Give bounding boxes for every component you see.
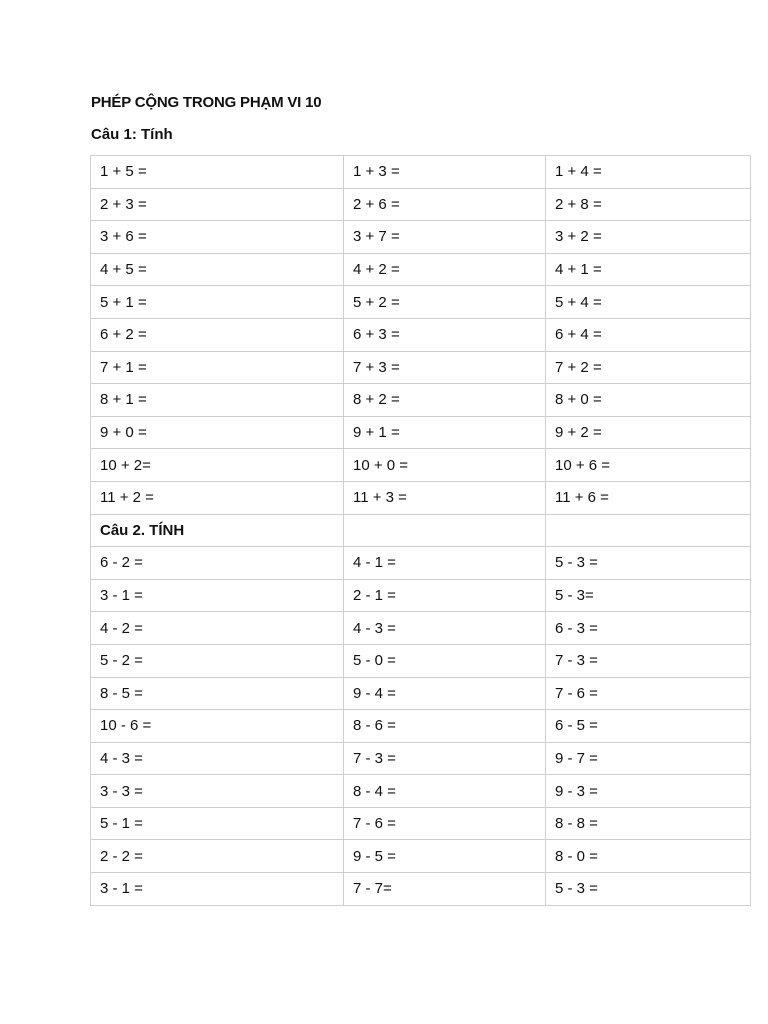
exercise-cell: 1 + 5 = bbox=[91, 156, 344, 189]
table-row bbox=[91, 416, 751, 449]
section-1-title: Câu 1: Tính bbox=[91, 126, 173, 143]
page-title: PHÉP CỘNG TRONG PHẠM VI 10 bbox=[91, 94, 322, 111]
exercise-cell: 5 + 4 = bbox=[546, 286, 751, 319]
exercise-cell: 8 + 1 = bbox=[91, 384, 344, 417]
empty-cell bbox=[546, 514, 751, 547]
exercise-cell: 11 + 6 = bbox=[546, 481, 751, 514]
exercise-cell: 3 - 3 = bbox=[91, 775, 344, 808]
exercise-cell: 7 - 6 = bbox=[546, 677, 751, 710]
exercise-cell: 8 - 0 = bbox=[546, 840, 751, 873]
table-row bbox=[91, 840, 751, 873]
exercise-cell: 5 - 3= bbox=[546, 579, 751, 612]
exercise-cell: 11 + 2 = bbox=[91, 481, 344, 514]
exercise-cell: 8 - 4 = bbox=[344, 775, 546, 808]
table-row bbox=[91, 156, 751, 189]
exercise-cell: 4 + 2 = bbox=[344, 253, 546, 286]
exercise-cell: 6 + 4 = bbox=[546, 318, 751, 351]
table-row bbox=[91, 318, 751, 351]
exercise-cell: 9 - 3 = bbox=[546, 775, 751, 808]
exercise-cell: 7 - 3 = bbox=[344, 742, 546, 775]
exercise-cell: 2 + 3 = bbox=[91, 188, 344, 221]
exercise-cell: 9 + 0 = bbox=[91, 416, 344, 449]
exercise-cell: 7 + 1 = bbox=[91, 351, 344, 384]
exercise-cell: 10 + 2= bbox=[91, 449, 344, 482]
exercise-cell: 4 - 1 = bbox=[344, 547, 546, 580]
exercise-cell: 3 + 6 = bbox=[91, 221, 344, 254]
exercise-cell: 8 - 8 = bbox=[546, 807, 751, 840]
exercise-cell: 3 + 2 = bbox=[546, 221, 751, 254]
exercise-cell: 1 + 3 = bbox=[344, 156, 546, 189]
table-row bbox=[91, 188, 751, 221]
table-row bbox=[91, 221, 751, 254]
table-row bbox=[91, 612, 751, 645]
exercise-cell: 9 - 5 = bbox=[344, 840, 546, 873]
exercise-cell: 7 - 6 = bbox=[344, 807, 546, 840]
exercise-cell: 6 - 5 = bbox=[546, 710, 751, 743]
exercise-cell: 4 + 1 = bbox=[546, 253, 751, 286]
table-row bbox=[91, 351, 751, 384]
table-row bbox=[91, 253, 751, 286]
exercise-cell: 3 + 7 = bbox=[344, 221, 546, 254]
exercise-cell: 4 + 5 = bbox=[91, 253, 344, 286]
exercise-cell: 4 - 2 = bbox=[91, 612, 344, 645]
exercise-cell: 8 - 5 = bbox=[91, 677, 344, 710]
exercise-cell: 7 - 3 = bbox=[546, 644, 751, 677]
exercise-cell: 6 - 3 = bbox=[546, 612, 751, 645]
table-row bbox=[91, 481, 751, 514]
exercise-cell: 5 - 2 = bbox=[91, 644, 344, 677]
exercise-cell: 5 - 1 = bbox=[91, 807, 344, 840]
exercise-cell: 4 - 3 = bbox=[91, 742, 344, 775]
exercise-cell: 10 + 6 = bbox=[546, 449, 751, 482]
exercise-cell: 2 - 2 = bbox=[91, 840, 344, 873]
section-2-heading-row bbox=[91, 514, 751, 547]
exercise-cell: 3 - 1 = bbox=[91, 873, 344, 906]
table-row bbox=[91, 775, 751, 808]
exercise-cell: 8 + 0 = bbox=[546, 384, 751, 417]
table-row bbox=[91, 710, 751, 743]
exercise-cell: 2 + 6 = bbox=[344, 188, 546, 221]
table-row bbox=[91, 644, 751, 677]
exercise-cell: 9 - 4 = bbox=[344, 677, 546, 710]
exercise-cell: 6 + 3 = bbox=[344, 318, 546, 351]
exercise-cell: 7 + 3 = bbox=[344, 351, 546, 384]
table-row bbox=[91, 547, 751, 580]
exercise-cell: 5 + 1 = bbox=[91, 286, 344, 319]
exercise-cell: 8 + 2 = bbox=[344, 384, 546, 417]
exercise-cell: 9 + 1 = bbox=[344, 416, 546, 449]
exercise-cell: 5 + 2 = bbox=[344, 286, 546, 319]
table-row bbox=[91, 286, 751, 319]
exercise-cell: 10 - 6 = bbox=[91, 710, 344, 743]
exercise-cell: 7 - 7= bbox=[344, 873, 546, 906]
table-row bbox=[91, 742, 751, 775]
exercise-cell: 5 - 3 = bbox=[546, 547, 751, 580]
table-row bbox=[91, 807, 751, 840]
exercise-cell: 7 + 2 = bbox=[546, 351, 751, 384]
exercise-table-body bbox=[91, 156, 751, 906]
table-row bbox=[91, 677, 751, 710]
exercise-cell: 2 + 8 = bbox=[546, 188, 751, 221]
exercise-cell: 9 + 2 = bbox=[546, 416, 751, 449]
table-row bbox=[91, 579, 751, 612]
table-row bbox=[91, 873, 751, 906]
exercise-cell: 6 - 2 = bbox=[91, 547, 344, 580]
table-row bbox=[91, 384, 751, 417]
exercise-cell: 6 + 2 = bbox=[91, 318, 344, 351]
exercise-cell: 8 - 6 = bbox=[344, 710, 546, 743]
table-row bbox=[91, 449, 751, 482]
section-2-title: Câu 2. TÍNH bbox=[91, 514, 344, 547]
exercise-cell: 10 + 0 = bbox=[344, 449, 546, 482]
exercise-cell: 4 - 3 = bbox=[344, 612, 546, 645]
exercise-cell: 2 - 1 = bbox=[344, 579, 546, 612]
exercise-cell: 1 + 4 = bbox=[546, 156, 751, 189]
empty-cell bbox=[344, 514, 546, 547]
exercise-cell: 5 - 3 = bbox=[546, 873, 751, 906]
exercise-cell: 11 + 3 = bbox=[344, 481, 546, 514]
exercise-cell: 5 - 0 = bbox=[344, 644, 546, 677]
exercise-cell: 3 - 1 = bbox=[91, 579, 344, 612]
exercise-cell: 9 - 7 = bbox=[546, 742, 751, 775]
exercise-table bbox=[90, 155, 751, 906]
